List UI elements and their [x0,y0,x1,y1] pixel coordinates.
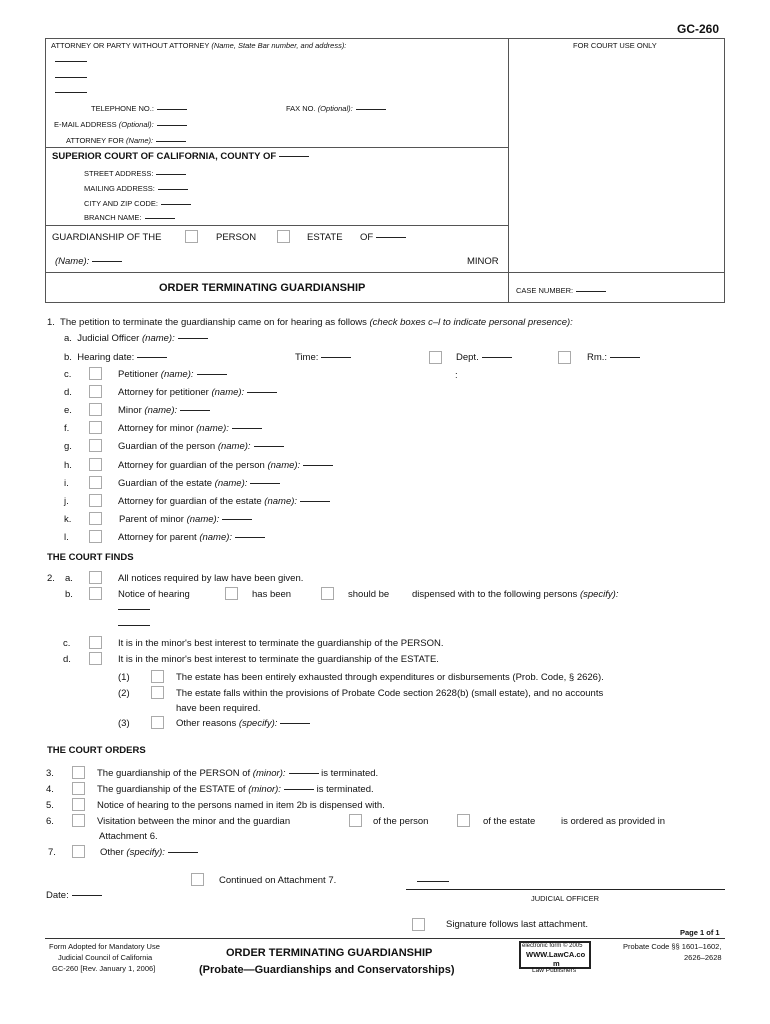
item7-checkbox[interactable] [72,845,85,858]
stamp-line-2: WWW.LawCA.co [526,950,586,959]
item2c-text: It is in the minor's best interest to terminate the guardianship of the PERSON. [118,638,444,649]
attendee-letter: l. [64,532,69,543]
time-field[interactable]: Time: [295,352,351,363]
item6-checkbox[interactable] [72,814,85,827]
item2c-letter: c. [63,638,71,649]
stamp-line-1: electronic form © 2005 [522,943,583,949]
visitation-estate-checkbox[interactable] [457,814,470,827]
item2a-checkbox[interactable] [89,571,102,584]
judge-name-line[interactable] [417,881,449,882]
court-use-label: FOR COURT USE ONLY [573,41,657,50]
item2c-checkbox[interactable] [89,636,102,649]
probate-code-2: 2626–2628 [684,953,722,962]
other-reasons-field[interactable]: Other reasons (specify): [176,718,310,729]
item6-end: is ordered as provided in [561,816,666,827]
attendee-name-field[interactable]: Guardian of the estate (name): [118,478,280,489]
signature-follows-label: Signature follows last attachment. [446,919,589,930]
footer-rule [45,938,725,939]
item5-checkbox[interactable] [72,798,85,811]
estate-checkbox[interactable] [277,230,290,243]
item4-checkbox[interactable] [72,782,85,795]
attendee-present-checkbox[interactable] [89,494,102,507]
item2a-text: All notices required by law have been given. [118,573,304,584]
sub2-text-continued: have been required. [176,703,261,714]
item2d-letter: d. [63,654,71,665]
dept-field[interactable]: Dept. [456,352,512,363]
attendee-name-field[interactable]: Minor (name): [118,405,210,416]
has-been-label: has been [252,589,292,600]
attendee-present-checkbox[interactable] [89,512,102,525]
rm-field[interactable]: Rm.: [587,352,640,363]
guardianship-of-label: GUARDIANSHIP OF THE [52,232,162,243]
item3-checkbox[interactable] [72,766,85,779]
sub1-checkbox[interactable] [151,670,164,683]
attendee-letter: k. [64,514,72,525]
item4-num: 4. [46,784,54,795]
attendee-name-field[interactable]: Attorney for minor (name): [118,423,262,434]
attorney-address-line-2[interactable] [55,77,87,78]
item2d-text: It is in the minor's best interest to terminate the guardianship of the ESTATE. [118,654,439,665]
attendee-letter: j. [64,496,69,507]
attorney-for-field[interactable]: ATTORNEY FOR (Name): [66,136,186,145]
should-be-checkbox[interactable] [321,587,334,600]
sub1-text: The estate has been entirely exhausted through expenditures or disbursements (Prob. Code, § 2626). [176,672,604,683]
form-adopted-3: GC-260 [Rev. January 1, 2006] [52,964,156,973]
item3-text[interactable]: The guardianship of the PERSON of (minor): is terminated. [97,768,379,779]
sub3-num: (3) [118,718,130,729]
court-orders-heading: THE COURT ORDERS [47,745,146,756]
attorney-address-line-1[interactable] [55,61,87,62]
street-address-field[interactable]: STREET ADDRESS: [84,169,186,178]
attendee-name-field[interactable]: Parent of minor (name): [119,514,252,525]
dispensed-persons-line-2[interactable] [118,625,150,626]
attorney-label: ATTORNEY OR PARTY WITHOUT ATTORNEY (Name, State Bar number, and address): [51,41,347,50]
form-id: GC-260 [677,22,720,36]
case-number-field[interactable]: CASE NUMBER: [516,286,606,295]
dept-checkbox[interactable] [429,351,442,364]
caption-divider [508,38,509,303]
probate-code-1: Probate Code §§ 1601–1602, [623,942,722,951]
judicial-officer-label: JUDICIAL OFFICER [531,894,600,903]
item2b-letter: b. [65,589,73,600]
item1-intro: 1. The petition to terminate the guardianship came on for hearing as follows (check boxes c–l to indicate personal presence): [47,317,573,328]
attendee-letter: f. [64,423,70,434]
visitation-estate-label: of the estate [483,816,536,827]
item2b-checkbox[interactable] [89,587,102,600]
item2-num: 2. [47,573,55,584]
person-checkbox[interactable] [185,230,198,243]
sub2-text: The estate falls within the provisions of Probate Code section 2628(b) (small estate), and no accounts [176,688,604,699]
continued-checkbox[interactable] [191,873,204,886]
visitation-person-label: of the person [373,816,429,827]
attendee-letter: c. [64,369,72,380]
other-specify-field[interactable]: Other (specify): [100,847,198,858]
stamp-line-4: Law Publishers [532,967,577,974]
court-finds-heading: THE COURT FINDS [47,552,134,563]
dispensed-persons-line-1[interactable] [118,609,150,610]
attendee-present-checkbox[interactable] [89,403,102,416]
attendee-letter: g. [64,441,72,452]
minor-label: MINOR [467,256,499,267]
attendee-name-field[interactable]: Attorney for guardian of the estate (name): [118,496,330,507]
rm-checkbox[interactable] [558,351,571,364]
attendee-name-field[interactable]: Guardian of the person (name): [118,441,284,452]
minor-name-field[interactable]: (Name): [55,256,122,267]
court-title[interactable]: SUPERIOR COURT OF CALIFORNIA, COUNTY OF [52,151,309,162]
signature-follows-checkbox[interactable] [412,918,425,931]
attendee-letter: h. [64,460,72,471]
item5-text: Notice of hearing to the persons named in item 2b is dispensed with. [97,800,385,811]
item2a-letter: a. [65,573,73,584]
attendee-name-field[interactable]: Attorney for parent (name): [118,532,265,543]
attendee-present-checkbox[interactable] [89,385,102,398]
person-label: PERSON [216,232,257,243]
attendee-present-checkbox[interactable] [89,367,102,380]
form-adopted-2: Judicial Council of California [58,953,153,962]
dispensed-label: dispensed with to the following persons (specify): [412,589,619,600]
item6-line2: Attachment 6. [99,831,158,842]
item2d-checkbox[interactable] [89,652,102,665]
attendee-present-checkbox[interactable] [89,439,102,452]
continued-label: Continued on Attachment 7. [219,875,337,886]
signature-line[interactable] [406,889,725,890]
attorney-address-line-3[interactable] [55,92,87,93]
attendee-name-field[interactable]: Attorney for guardian of the person (name): [118,460,333,471]
attendee-letter: e. [64,405,72,416]
item6-text: Visitation between the minor and the guardian [97,816,291,827]
judicial-officer-field[interactable]: a. Judicial Officer (name): [64,333,208,344]
hearing-date-field[interactable]: b. Hearing date: [64,352,167,363]
telephone-field[interactable]: TELEPHONE NO.: [91,104,187,113]
sub2-num: (2) [118,688,130,699]
estate-label: ESTATE [307,232,343,243]
sub3-checkbox[interactable] [151,716,164,729]
date-field[interactable]: Date: [46,890,102,901]
item3-num: 3. [46,768,54,779]
attendee-name-field[interactable]: Petitioner (name): [118,369,227,380]
sub1-num: (1) [118,672,130,683]
attendee-present-checkbox[interactable] [89,476,102,489]
item4-text[interactable]: The guardianship of the ESTATE of (minor): is terminated. [97,784,374,795]
should-be-label: should be [348,589,390,600]
item7-num: 7. [48,847,56,858]
attendee-letter: i. [64,478,69,489]
footer-title: ORDER TERMINATING GUARDIANSHIP [226,947,433,959]
item6-num: 6. [46,816,54,827]
has-been-checkbox[interactable] [225,587,238,600]
page-number: Page 1 of 1 [680,928,720,937]
item5-num: 5. [46,800,54,811]
city-zip-field[interactable]: CITY AND ZIP CODE: [84,199,191,208]
sub2-checkbox[interactable] [151,686,164,699]
attendee-letter: d. [64,387,72,398]
form-adopted-1: Form Adopted for Mandatory Use [49,942,160,951]
mailing-address-field[interactable]: MAILING ADDRESS: [84,184,188,193]
attendee-present-checkbox[interactable] [89,530,102,543]
notice-of-hearing-label: Notice of hearing [118,589,190,600]
attendee-name-field[interactable]: Attorney for petitioner (name): [118,387,277,398]
attendee-present-checkbox[interactable] [89,458,102,471]
doc-title: ORDER TERMINATING GUARDIANSHIP [159,282,366,294]
email-field[interactable]: E-MAIL ADDRESS (Optional): [54,120,187,129]
fax-field[interactable]: FAX NO. (Optional): [286,104,386,113]
of-field[interactable]: OF [360,232,406,243]
footer-subtitle: (Probate—Guardianships and Conservatorships) [199,964,455,976]
visitation-person-checkbox[interactable] [349,814,362,827]
attendee-present-checkbox[interactable] [89,421,102,434]
colon-mark: : [455,370,458,381]
stamp-line-3: m [553,959,560,968]
branch-name-field[interactable]: BRANCH NAME: [84,213,175,222]
